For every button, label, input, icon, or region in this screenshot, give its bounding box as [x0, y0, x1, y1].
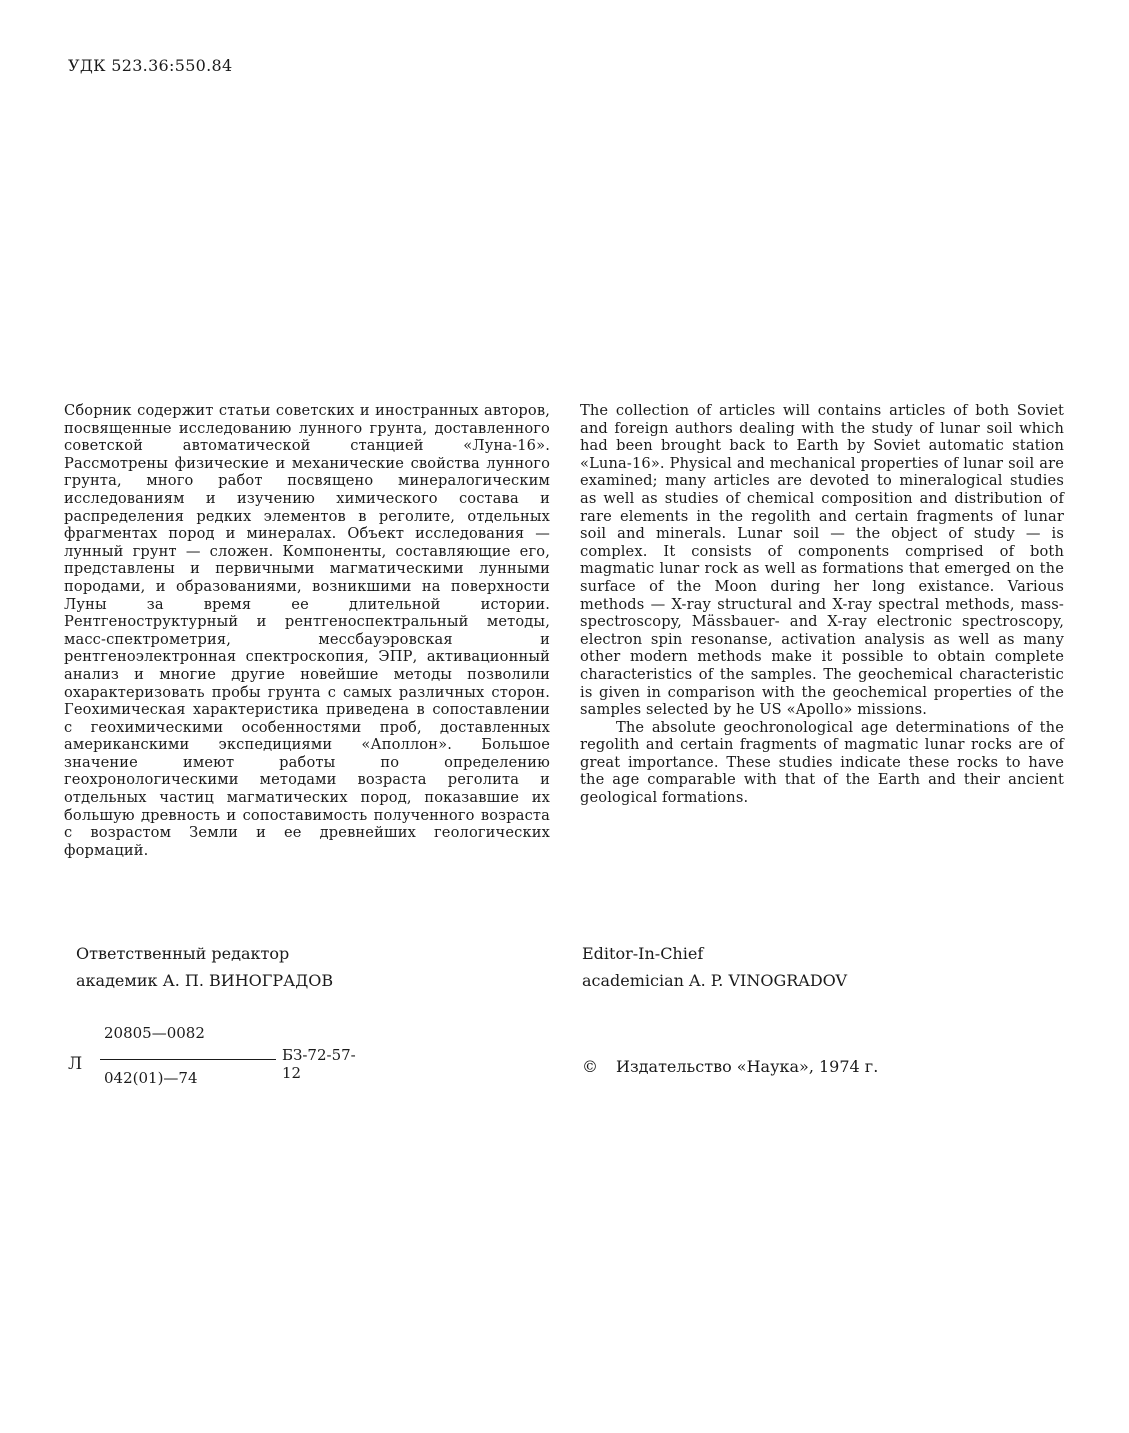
- catalog-code-denominator: 042(01)—74: [104, 1069, 198, 1087]
- udk-code: УДК 523.36:550.84: [68, 56, 233, 75]
- catalog-code-suffix: БЗ-72-57-12: [282, 1046, 356, 1082]
- catalog-code-letter: Л: [68, 1054, 83, 1074]
- editor-russian-role: Ответственный редактор: [76, 944, 290, 963]
- editor-english-name: academician A. P. VINOGRADOV: [582, 971, 848, 990]
- editor-english-role: Editor-In-Chief: [582, 944, 704, 963]
- catalog-code-numerator: 20805—0082: [104, 1024, 205, 1042]
- catalog-code: [68, 1024, 368, 1104]
- catalog-code-fraction-bar: [100, 1059, 276, 1060]
- editor-russian: [76, 940, 333, 994]
- editor-english: [582, 940, 847, 994]
- abstract-english-paragraph-1: The collection of articles will contains articles of both Soviet and foreign authors dealing with the study of lunar soil which had been brought back to Earth by Soviet automatic station «Luna-16». Physical and mechanical properties of lunar soil are examined; many articles are devoted to mineralogical studies as well as studies of chemical composition and distribution of rare elements in the regolith and certain fragments of lunar soil and minerals. Lunar soil — the object of study — is complex. It consists of components comprised of both magmatic lunar rock as well as formations that emerged on the surface of the Moon during her long existance. Various methods — X-ray structural and X-ray spectral methods, mass-spectroscopy, Mässbauer- and X-ray electronic spectroscopy, electron spin resonanse, activation analysis as well as many other modern methods make it possible to obtain complete characteristics of the samples. The geochemical characteristic is given in comparison with the geochemical properties of the samples selected by he US «Apollo» missions.: [580, 402, 1064, 719]
- editor-russian-name: академик А. П. ВИНОГРАДОВ: [76, 971, 334, 990]
- copyright-notice: [582, 1057, 878, 1076]
- copyright-icon: ©: [582, 1057, 598, 1076]
- abstract-russian: [64, 402, 550, 859]
- abstract-english: [580, 402, 1064, 807]
- abstract-russian-paragraph: Сборник содержит статьи советских и иностранных авторов, посвященные исследованию лунного грунта, доставленного советской автоматической станцией «Луна-16». Рассмотрены физические и механические свойства лунного грунта, много работ посвящено минералогическим исследованиям и изучению химического состава и распределения редких элементов в реголите, отдельных фрагментах пород и минералах. Объект исследования — лунный грунт — сложен. Компоненты, составляющие его, представлены и первичными магматическими лунными породами, и образованиями, возникшими на поверхности Луны за время ее длительной истории. Рентгеноструктурный и рентгеноспектральный методы, масс-спектрометрия, мессбауэровская и рентгеноэлектронная спектроскопия, ЭПР, активационный анализ и многие другие новейшие методы позволили охарактеризовать пробы грунта с самых различных сторон. Геохимическая характеристика приведена в сопоставлении с геохимическими особенностями проб, доставленных американскими экспедициями «Аполлон». Большое значение имеют работы по определению геохронологическими методами возраста реголита и отдельных частиц магматических пород, показавшие их большую древность и сопоставимость полученного возраста с возрастом Земли и ее древнейших геологических формаций.: [64, 402, 550, 859]
- abstract-english-paragraph-2: The absolute geochronological age determinations of the regolith and certain fragments of magmatic lunar rocks are of great importance. These studies indicate these rocks to have the age comparable with that of the Earth and their ancient geological formations.: [580, 718, 1064, 807]
- copyright-text: Издательство «Наука», 1974 г.: [616, 1057, 879, 1076]
